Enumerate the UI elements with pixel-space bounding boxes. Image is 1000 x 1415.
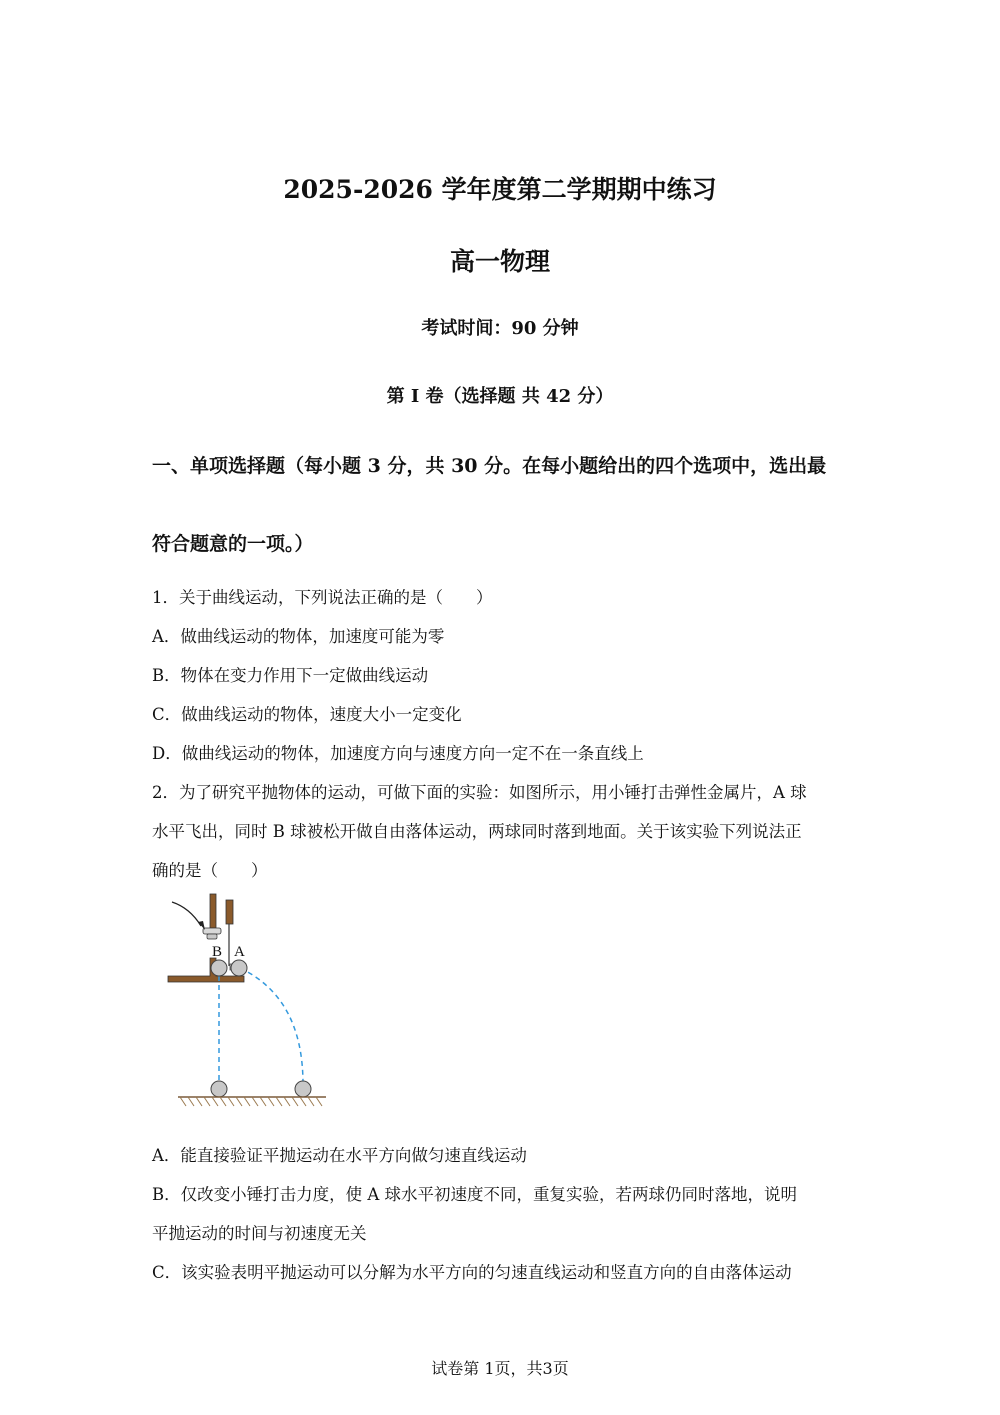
projectile-experiment-figure (160, 888, 340, 1123)
question-2-option-b-line1: B．仅改变小锤打击力度，使 A 球水平初速度不同，重复实验，若两球仍同时落地，说明 (152, 1185, 798, 1204)
hammer-striker (207, 934, 217, 939)
question-2-stem-line1: 2．为了研究平抛物体的运动，可做下面的实验：如图所示，用小锤打击弹性金属片，A 球 (152, 783, 807, 802)
upper-post (226, 900, 233, 924)
hammer-handle (210, 894, 216, 928)
swing-arrow (172, 902, 201, 926)
question-1-stem: 1．关于曲线运动，下列说法正确的是（ ） (152, 588, 493, 607)
part-heading: 第 I 卷（选择题 共 42 分） (386, 386, 614, 407)
page-footer: 试卷第 1页，共3页 (431, 1359, 569, 1378)
ball-b-landed (211, 1081, 227, 1097)
question-2-option-b-line2: 平抛运动的时间与初速度无关 (152, 1224, 367, 1243)
ground-hatching (180, 1097, 322, 1106)
hammer-head (203, 928, 221, 934)
question-1-option-a: A．做曲线运动的物体，加速度可能为零 (152, 627, 445, 646)
section-heading-line1: 一、单项选择题（每小题 3 分，共 30 分。在每小题给出的四个选项中，选出最 (152, 455, 827, 477)
question-2-option-a: A．能直接验证平抛运动在水平方向做匀速直线运动 (152, 1146, 527, 1165)
label-a: A (234, 944, 245, 960)
question-1-option-d: D．做曲线运动的物体，加速度方向与速度方向一定不在一条直线上 (152, 744, 644, 763)
subject-title: 高一物理 (449, 247, 550, 276)
question-2-stem-line3: 确的是（ ） (152, 861, 268, 880)
question-2-option-c: C．该实验表明平抛运动可以分解为水平方向的匀速直线运动和竖直方向的自由落体运动 (152, 1263, 792, 1282)
exam-title: 2025-2026 学年度第二学期期中练习 (283, 175, 717, 204)
ball-a-start (231, 960, 247, 976)
arrow-head-icon (198, 921, 205, 930)
question-1-option-b: B．物体在变力作用下一定做曲线运动 (152, 666, 429, 685)
ball-b-start (211, 960, 227, 976)
section-heading-line2: 符合题意的一项。） (152, 533, 314, 555)
question-2-stem-line2: 水平飞出，同时 B 球被松开做自由落体运动，两球同时落到地面。关于该实验下列说法正 (152, 822, 802, 841)
ball-a-landed (295, 1081, 311, 1097)
ball-a-trajectory (240, 968, 303, 1084)
exam-time: 考试时间：90 分钟 (421, 318, 579, 339)
label-b: B (212, 944, 223, 960)
question-1-option-c: C．做曲线运动的物体，速度大小一定变化 (152, 705, 462, 724)
